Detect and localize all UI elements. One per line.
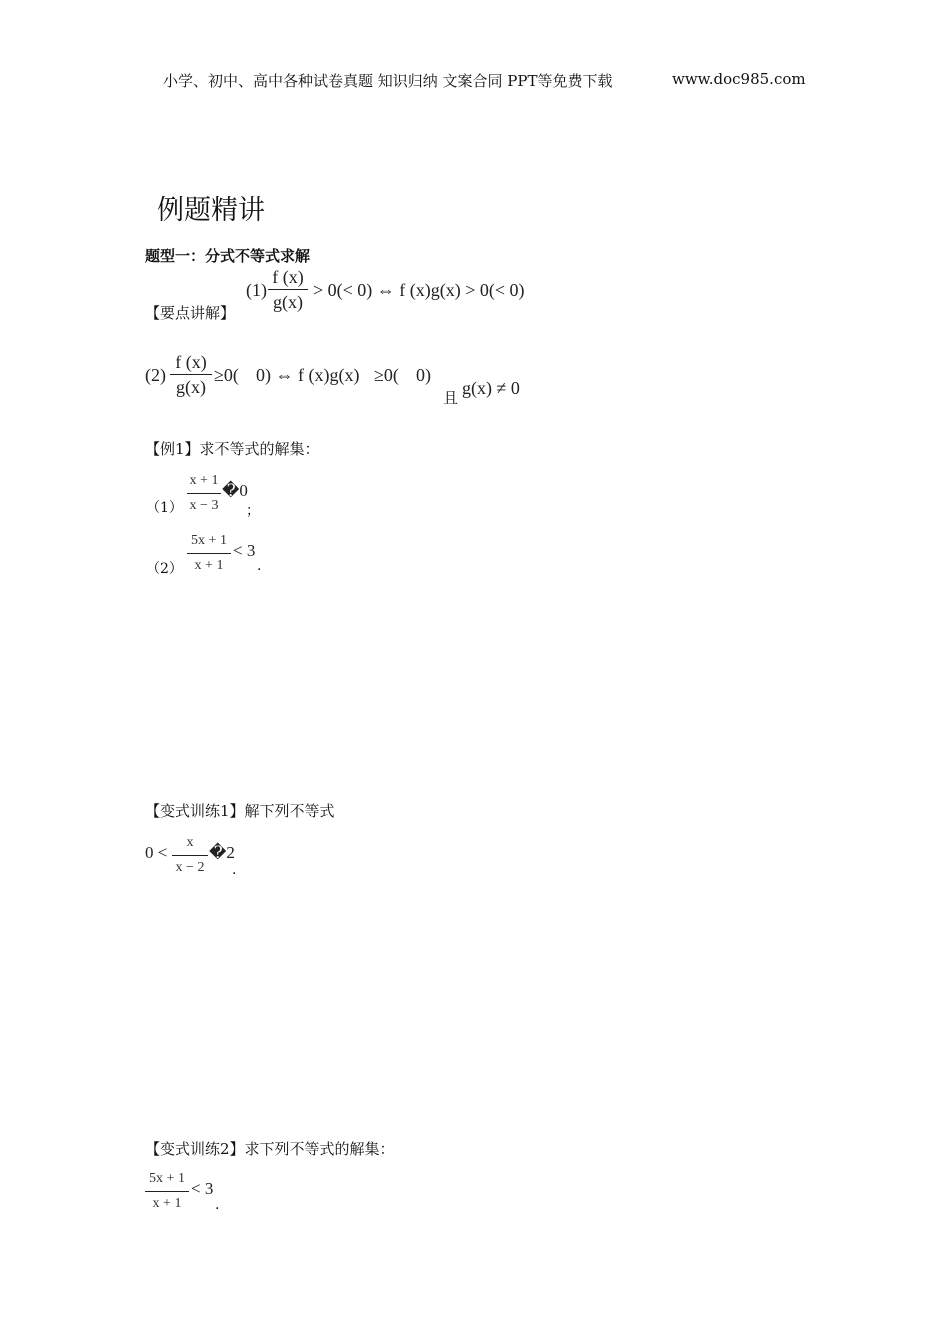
formula-2-equivalence: 0) ⇔ f (x)g(x) <box>256 365 360 385</box>
practice-1-denominator: x − 2 <box>175 860 205 875</box>
formula-2-condition: g(x) ≠ 0 <box>462 378 520 398</box>
practice-2-end: . <box>215 1197 220 1213</box>
key-points-label: 【要点讲解】 <box>145 304 236 322</box>
practice-1-relation: �2 <box>209 843 235 862</box>
fraction-bar <box>172 855 208 856</box>
example-1-part-1-relation: �0 <box>222 481 248 500</box>
formula-2-index: (2) <box>145 365 166 385</box>
practice-1-fraction <box>172 832 208 879</box>
practice-1-lhs: 0 < <box>145 843 168 862</box>
fraction-bar <box>145 1191 189 1192</box>
formula-1-denominator: g(x) <box>273 292 303 312</box>
type-title: 题型一：分式不等式求解 <box>145 247 311 265</box>
formula-1-rest: > 0(< 0) ⇔ f (x)g(x) > 0(< 0) <box>313 280 525 300</box>
formula-2-tail: 0) <box>416 365 431 385</box>
example-1-part-2-fraction <box>187 530 231 577</box>
formula-2-fraction <box>170 351 212 398</box>
formula-1-numerator: f (x) <box>272 267 304 287</box>
section-title: 例题精讲 <box>157 195 265 226</box>
formula-2-relation-1: ≥0( <box>214 365 239 385</box>
example-1-part-2-index: （2） <box>146 561 183 577</box>
practice-1-end: . <box>232 862 237 878</box>
example-1-part-1-fraction <box>187 470 221 517</box>
formula-2-numerator: f (x) <box>175 352 207 372</box>
fraction-bar <box>170 374 212 375</box>
fraction-bar <box>187 493 221 494</box>
practice-2-denominator: x + 1 <box>152 1196 182 1211</box>
example-1-part-1-end: ； <box>246 503 260 519</box>
practice-1-numerator: x <box>186 835 194 850</box>
formula-2-relation-2: ≥0( <box>374 365 399 385</box>
formula-2-and: 且 <box>443 389 459 407</box>
practice-2-fraction <box>145 1168 189 1215</box>
formula-1-index: (1) <box>246 280 267 300</box>
practice-1-label: 【变式训练1】解下列不等式 <box>145 802 335 820</box>
header-website[interactable]: www.doc985.com <box>672 70 806 88</box>
fraction-bar <box>268 289 308 290</box>
practice-2-label: 【变式训练2】求下列不等式的解集： <box>145 1140 395 1158</box>
formula-2-denominator: g(x) <box>176 377 206 397</box>
example-1-label: 【例1】求不等式的解集： <box>145 440 320 458</box>
practice-2-relation: < 3 <box>191 1179 214 1198</box>
example-1-part-2-end: . <box>257 558 262 574</box>
practice-2-numerator: 5x + 1 <box>149 1171 185 1186</box>
formula-1-fraction <box>268 266 308 313</box>
example-1-part-1-numerator: x + 1 <box>189 473 219 488</box>
fraction-bar <box>187 553 231 554</box>
example-1-part-2-numerator: 5x + 1 <box>191 533 227 548</box>
header-left: 小学、初中、高中各种试卷真题 知识归纳 文案合同 PPT等免费下载 <box>163 72 613 90</box>
example-1-part-1-denominator: x − 3 <box>189 498 219 513</box>
example-1-part-2-denominator: x + 1 <box>194 558 224 573</box>
example-1-part-1-index: （1） <box>146 500 183 516</box>
example-1-part-2-relation: < 3 <box>233 541 256 560</box>
